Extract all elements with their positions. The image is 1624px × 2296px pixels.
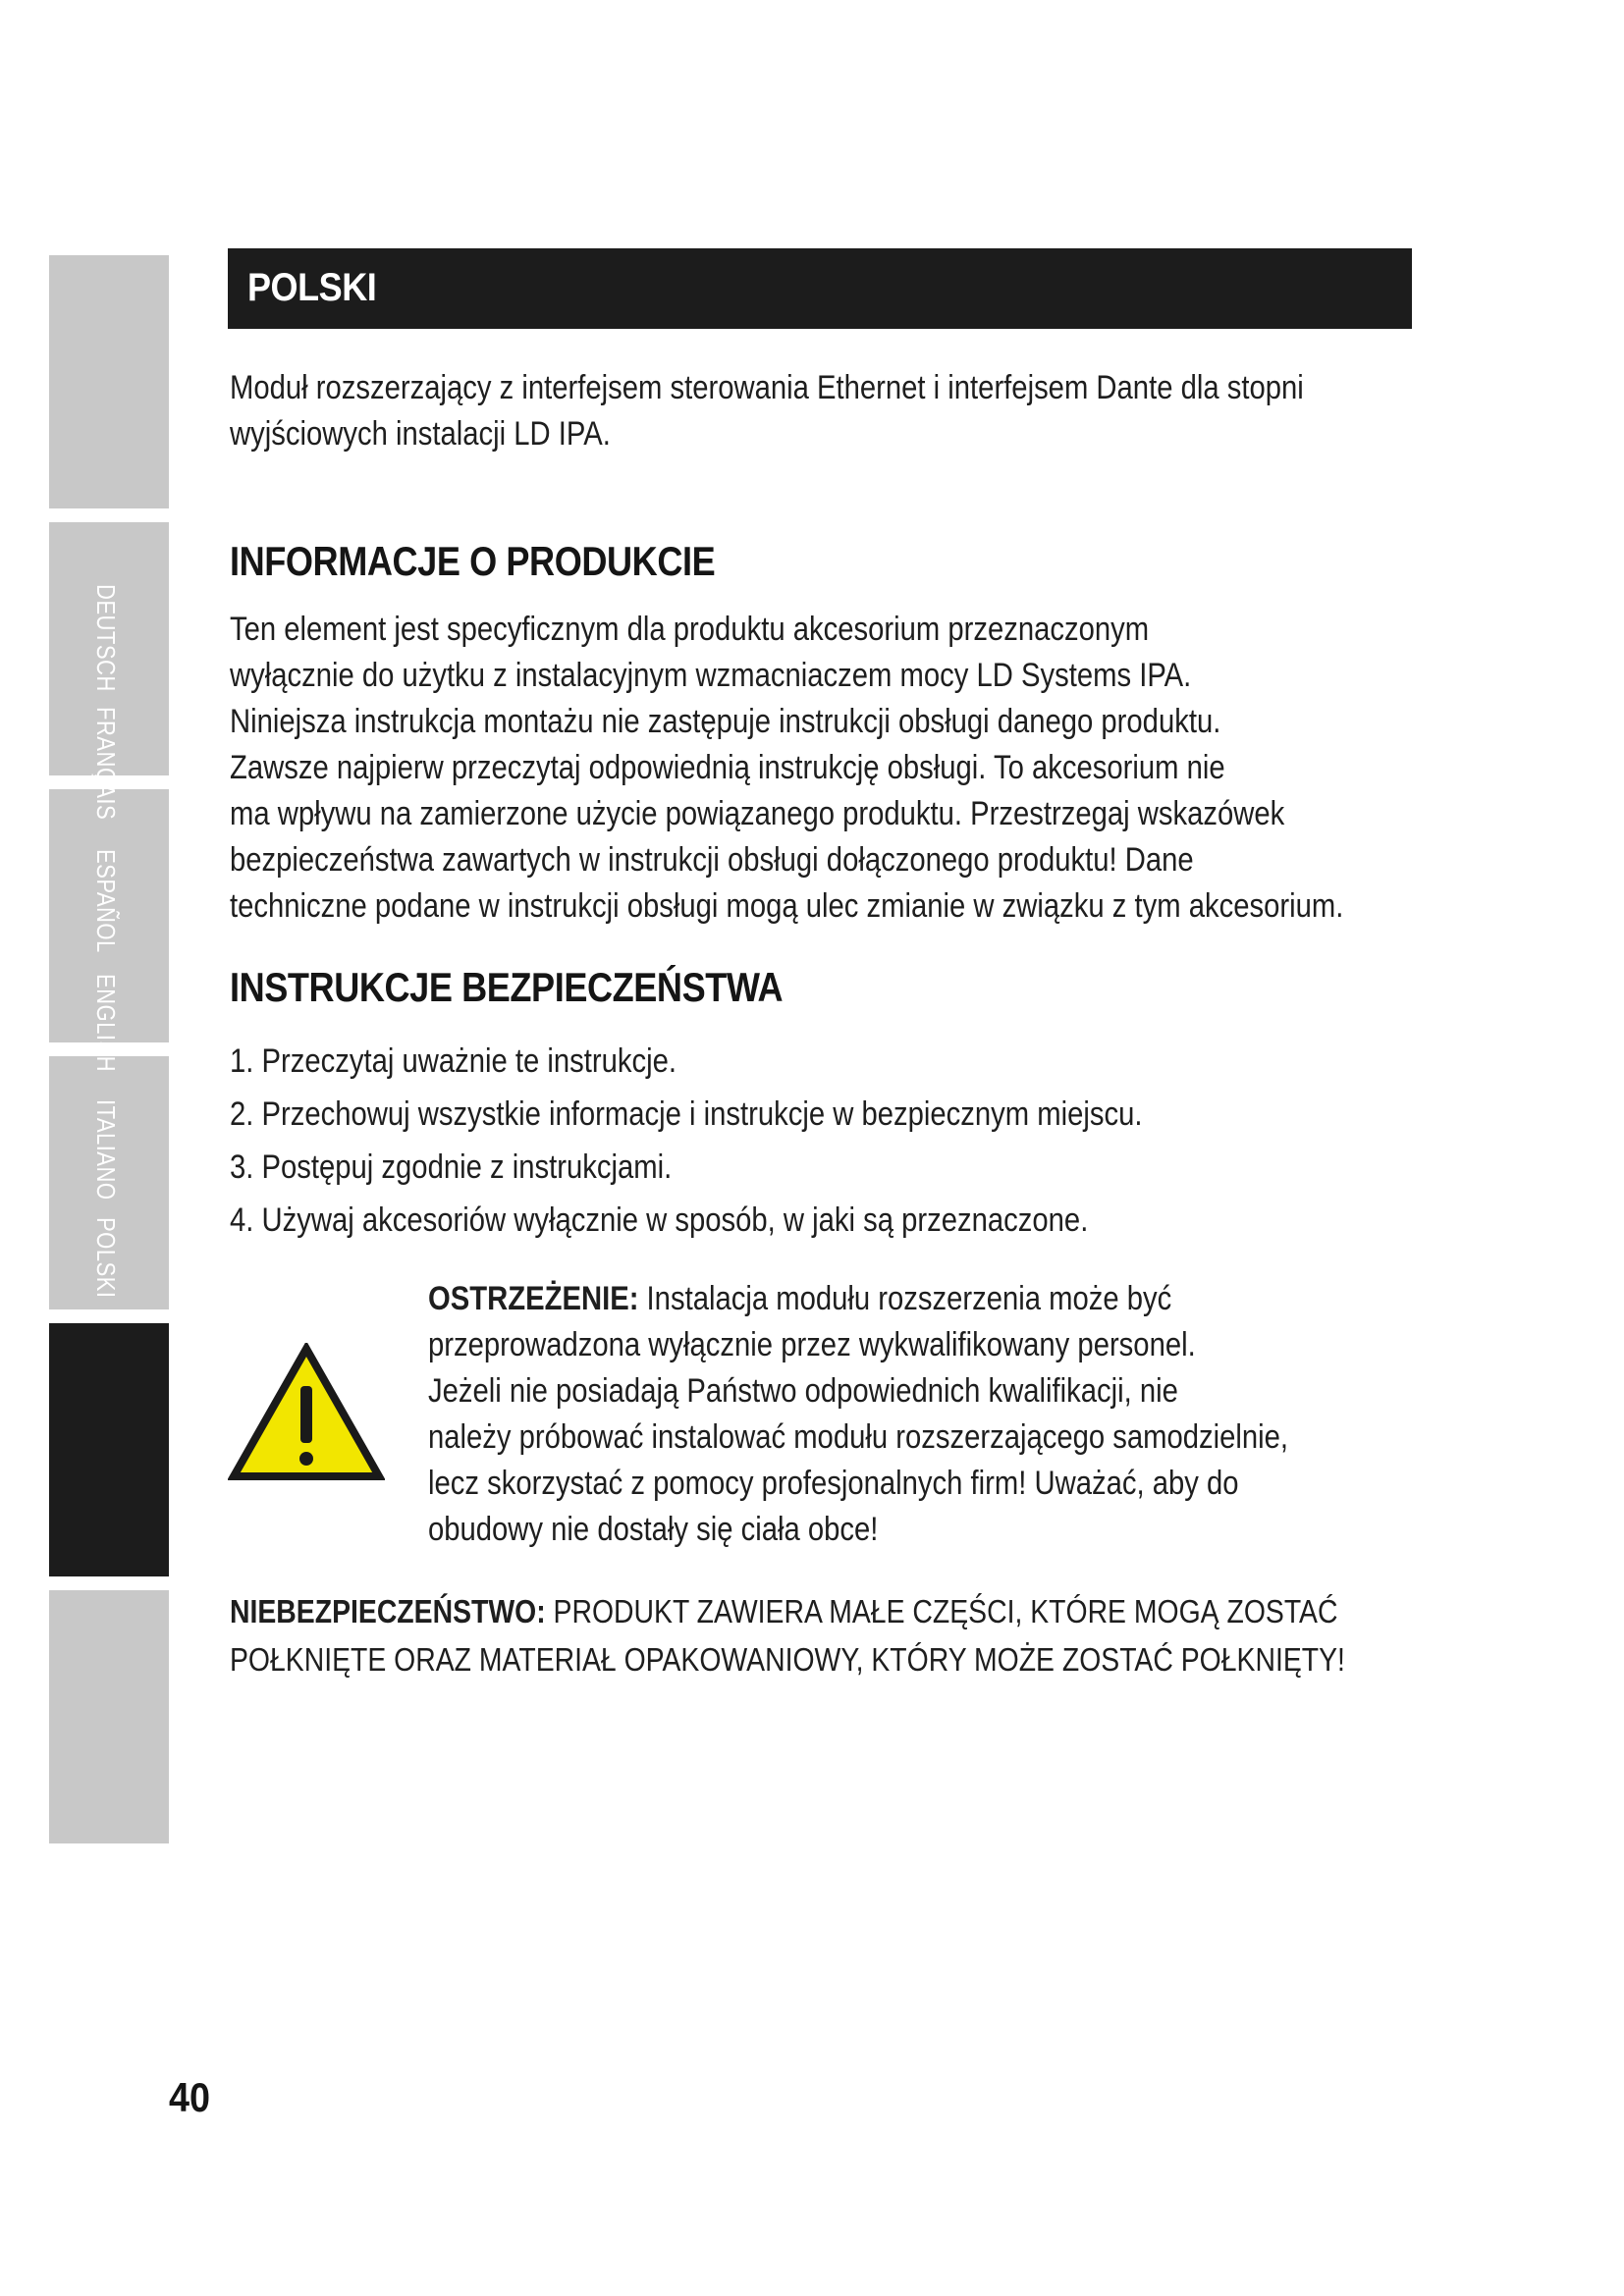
side-tab-deutsch[interactable] (49, 255, 169, 508)
product-info-line: Niniejsza instrukcja montażu nie zastępuje instrukcji obsługi danego produktu. (230, 703, 1221, 740)
safety-step: 1. Przeczytaj uważnie te instrukcje. (230, 1042, 677, 1080)
warning-line: obudowy nie dostały się ciała obce! (428, 1511, 879, 1548)
danger-line: POŁKNIĘTE ORAZ MATERIAŁ OPAKOWANIOWY, KTÓRY MOŻE ZOSTAĆ POŁKNIĘTY! (230, 1641, 1345, 1678)
intro-paragraph (230, 365, 1418, 457)
product-info-line: bezpieczeństwa zawartych w instrukcji obsługi dołączonego produktu! Dane (230, 841, 1194, 879)
danger-label: NIEBEZPIECZEŃSTWO: (230, 1593, 546, 1629)
section-header-bar (228, 248, 1412, 329)
product-info-body (230, 607, 1418, 930)
danger-line: PRODUKT ZAWIERA MAŁE CZĘŚCI, KTÓRE MOGĄ ZOSTAĆ (545, 1593, 1338, 1629)
warning-line: lecz skorzystać z pomocy profesjonalnych firm! Uważać, aby do (428, 1465, 1239, 1502)
warning-line: należy próbować instalować modułu rozszerzającego samodzielnie, (428, 1418, 1289, 1456)
product-info-heading: INFORMACJE O PRODUKCIE (230, 538, 716, 584)
product-info-text (230, 607, 1412, 930)
product-info-section (230, 538, 1418, 585)
safety-heading: INSTRUKCJE BEZPIECZEŃSTWA (230, 964, 784, 1010)
product-info-line: techniczne podane w instrukcji obsługi mogą ulec zmianie w związku z tym akcesorium. (230, 887, 1344, 925)
warning-line: Instalacja modułu rozszerzenia może być (638, 1280, 1172, 1317)
side-tab-label-espanol: ESPAÑOL (91, 849, 121, 953)
side-tab-label-italiano: ITALIANO (91, 1099, 121, 1201)
product-info-line: Ten element jest specyficznym dla produktu akcesorium przeznaczonym (230, 611, 1150, 648)
safety-step: 4. Używaj akcesoriów wyłącznie w sposób, w jaki są przeznaczone. (230, 1201, 1089, 1239)
side-tab-italiano[interactable] (49, 1590, 169, 1843)
safety-steps (230, 1035, 1412, 1247)
warning-triangle-icon (228, 1343, 385, 1482)
safety-step: 2. Przechowuj wszystkie informacje i instrukcje w bezpiecznym miejscu. (230, 1095, 1143, 1133)
danger-block (230, 1587, 1418, 1683)
warning-text (428, 1276, 1399, 1553)
product-info-line: wyłącznie do użytku z instalacyjnym wzmacniaczem mocy LD Systems IPA. (230, 657, 1192, 694)
product-info-line: Zawsze najpierw przeczytaj odpowiednią instrukcję obsługi. To akcesorium nie (230, 749, 1225, 786)
warning-line: Jeżeli nie posiadają Państwo odpowiednich kwalifikacji, nie (428, 1372, 1178, 1410)
product-info-line: ma wpływu na zamierzone użycie powiązanego produktu. Przestrzegaj wskazówek (230, 795, 1285, 832)
section-title: POLSKI (247, 266, 377, 309)
safety-list (230, 1035, 1418, 1247)
danger-text (230, 1587, 1412, 1683)
side-tab-label-english: ENGLISH (91, 974, 121, 1073)
page-number: 40 (169, 2074, 211, 2120)
warning-label: OSTRZEŻENIE: (428, 1280, 639, 1317)
warning-line: przeprowadzona wyłącznie przez wykwalifikowany personel. (428, 1326, 1196, 1363)
safety-section (230, 964, 1418, 1011)
safety-step: 3. Postępuj zgodnie z instrukcjami. (230, 1148, 673, 1186)
warning-block (428, 1276, 1616, 1553)
side-tab-label-deutsch: DEUTSCH (91, 584, 121, 692)
side-tab-label-francais: FRANÇAIS (91, 707, 121, 821)
side-tab-label-polski: POLSKI (91, 1217, 121, 1299)
intro-text: Moduł rozszerzający z interfejsem sterowania Ethernet i interfejsem Dante dla stopni wyjściowych instalacji LD IPA. (230, 369, 1304, 453)
side-tab-polski[interactable] (49, 1323, 169, 1576)
